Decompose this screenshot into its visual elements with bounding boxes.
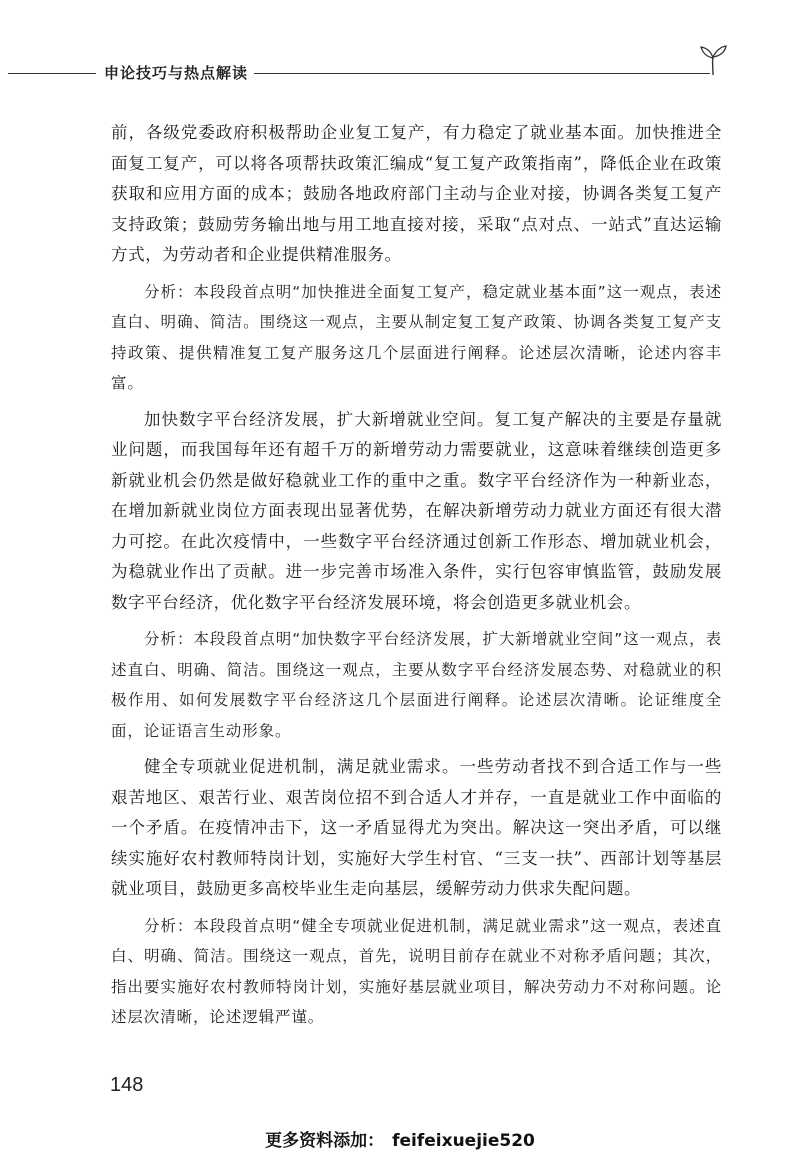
body-paragraph-digital-economy: 加快数字平台经济发展，扩大新增就业空间。复工复产解决的主要是存量就业问题，而我国每年还有超千万的新增劳动力需要就业，这意味着继续创造更多新就业机会仍然是做好稳就业工作的重中之重。数字平台经济作为一种新业态，在增加新就业岗位方面表现出显著优势，在解决新增劳动力就业方面还有很大潜力可挖。在此次疫情中，一些数字平台经济通过创新工作形态、增加就业机会，为稳就业作出了贡献。进一步完善市场准入条件，实行包容审慎监管，鼓励发展数字平台经济，优化数字平台经济发展环境，将会创造更多就业机会。: [111, 409, 722, 612]
analysis-paragraph-3: 分析：本段段首点明“健全专项就业促进机制，满足就业需求”这一观点，表述直白、明确、简洁。围绕这一观点，首先，说明目前存在就业不对称矛盾问题；其次，指出要实施好农村教师特岗计划，实施好基层就业项目，解决劳动力不对称问题。论述层次清晰，论述逻辑严谨。: [111, 916, 722, 1026]
footer-contact: feifeixuejie520: [392, 1131, 535, 1151]
body-paragraph-employment-mechanism: 健全专项就业促进机制，满足就业需求。一些劳动者找不到合适工作与一些艰苦地区、艰苦行业、艰苦岗位招不到合适人才并存，一直是就业工作中面临的一个矛盾。在疫情冲击下，这一矛盾显得尤为突出。解决这一突出矛盾，可以继续实施好农村教师特岗计划，实施好大学生村官、“三支一扶”、西部计划等基层就业项目，鼓励更多高校毕业生走向基层，缓解劳动力供求失配问题。: [111, 757, 722, 898]
footer-label: 更多资料添加：: [265, 1131, 385, 1151]
header-title: 申论技巧与热点解读: [104, 64, 249, 82]
running-header: [0, 56, 800, 92]
header-rule-right: [254, 73, 710, 74]
footer-note: [0, 1126, 800, 1151]
analysis-paragraph-1: 分析：本段段首点明“加快推进全面复工复产，稳定就业基本面”这一观点，表述直白、明确、简洁。围绕这一观点，主要从制定复工复产政策、协调各类复工复产支持政策、提供精准复工复产服务这几个层面进行阐释。论述层次清晰，论述内容丰富。: [111, 282, 722, 392]
page-body: [111, 118, 722, 1033]
body-paragraph-continued: 前，各级党委政府积极帮助企业复工复产，有力稳定了就业基本面。加快推进全面复工复产，可以将各项帮扶政策汇编成“复工复产政策指南”，降低企业在政策获取和应用方面的成本；鼓励各地政府部门主动与企业对接，协调各类复工复产支持政策；鼓励劳务输出地与用工地直接对接，采取“点对点、一站式”直达运输方式，为劳动者和企业提供精准服务。: [111, 123, 722, 264]
sprout-icon: [698, 42, 728, 76]
header-rule-left: [8, 73, 96, 74]
page-number: 148: [110, 1074, 144, 1096]
analysis-paragraph-2: 分析：本段段首点明“加快数字平台经济发展，扩大新增就业空间”这一观点，表述直白、明确、简洁。围绕这一观点，主要从数字平台经济发展态势、对稳就业的积极作用、如何发展数字平台经济这几个层面进行阐释。论述层次清晰。论证维度全面，论证语言生动形象。: [111, 630, 722, 740]
